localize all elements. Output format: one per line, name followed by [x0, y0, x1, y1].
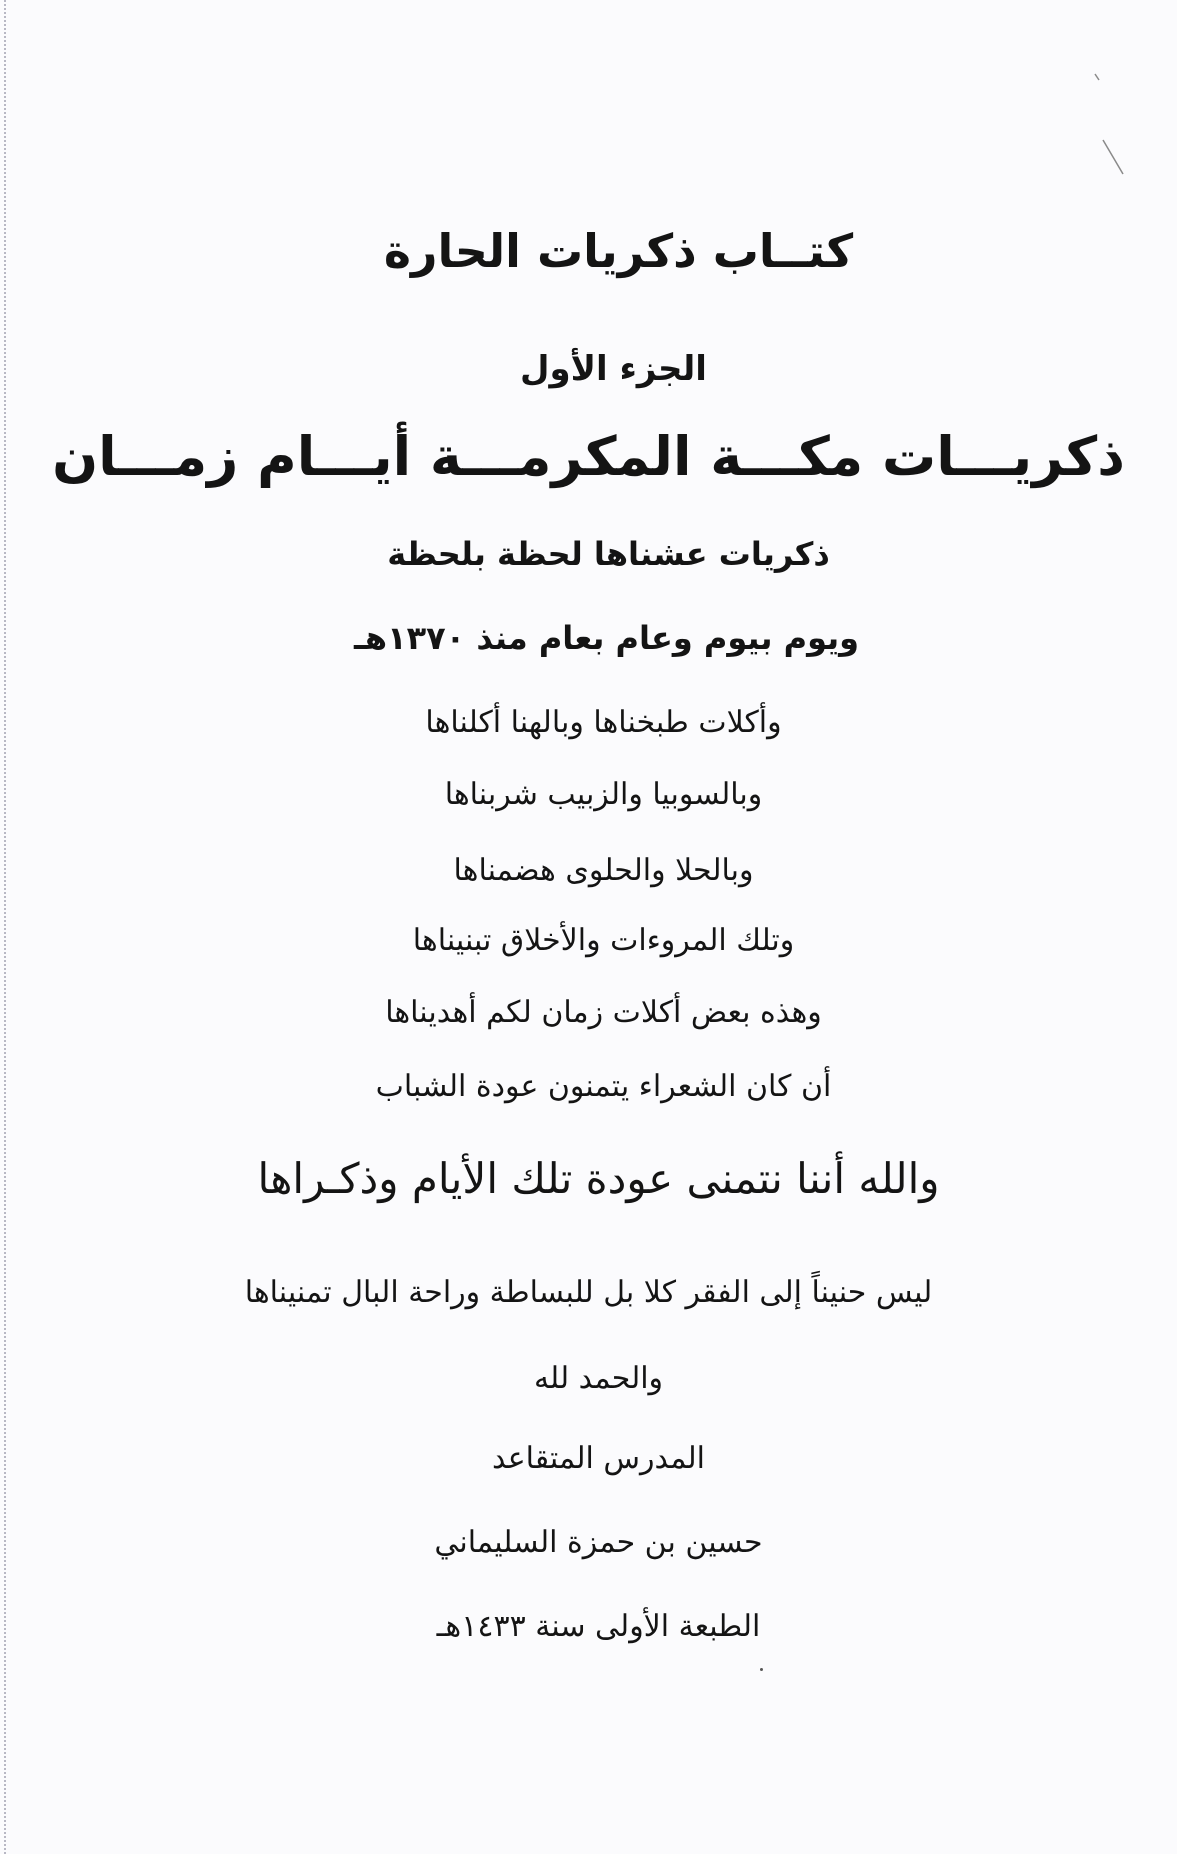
- praise-line: والحمد لله: [533, 1361, 664, 1396]
- edition-line: الطبعة الأولى سنة ١٤٣٣هـ: [436, 1609, 761, 1644]
- author-title: المدرس المتقاعد: [491, 1441, 706, 1476]
- highlight-verse: والله أننا نتمنى عودة تلك الأيام وذكـراها: [257, 1154, 940, 1203]
- subtitle-line-2: ويوم بيوم وعام بعام منذ ١٣٧٠هـ: [353, 619, 860, 657]
- corner-scratch-mark: [1089, 70, 1129, 180]
- verse-line: وهذه بعض أكلات زمان لكم أهديناها: [385, 995, 822, 1030]
- verse-line: وتلك المروءات والأخلاق تبنيناها: [412, 923, 795, 958]
- part-label: الجزء الأول: [520, 349, 707, 389]
- verse-line: وبالحلا والحلوى هضمناها: [453, 853, 754, 888]
- author-name: حسين بن حمزة السليماني: [434, 1525, 763, 1560]
- closing-line: ليس حنيناً إلى الفقر كلا بل للبساطة وراحة البال تمنيناها: [244, 1275, 933, 1310]
- verse-line: وبالسوبيا والزبيب شربناها: [444, 777, 763, 812]
- book-title: كتــاب ذكريات الحارة: [383, 224, 854, 278]
- verse-line: أن كان الشعراء يتمنون عودة الشباب: [375, 1069, 832, 1104]
- subtitle-line-1: ذكريات عشناها لحظة بلحظة: [387, 535, 830, 573]
- verse-line: وأكلات طبخناها وبالهنا أكلناها: [425, 705, 782, 740]
- main-title: ذكريـــات مكـــة المكرمـــة أيـــام زمـــان: [52, 425, 1125, 488]
- print-speck: [760, 1668, 763, 1671]
